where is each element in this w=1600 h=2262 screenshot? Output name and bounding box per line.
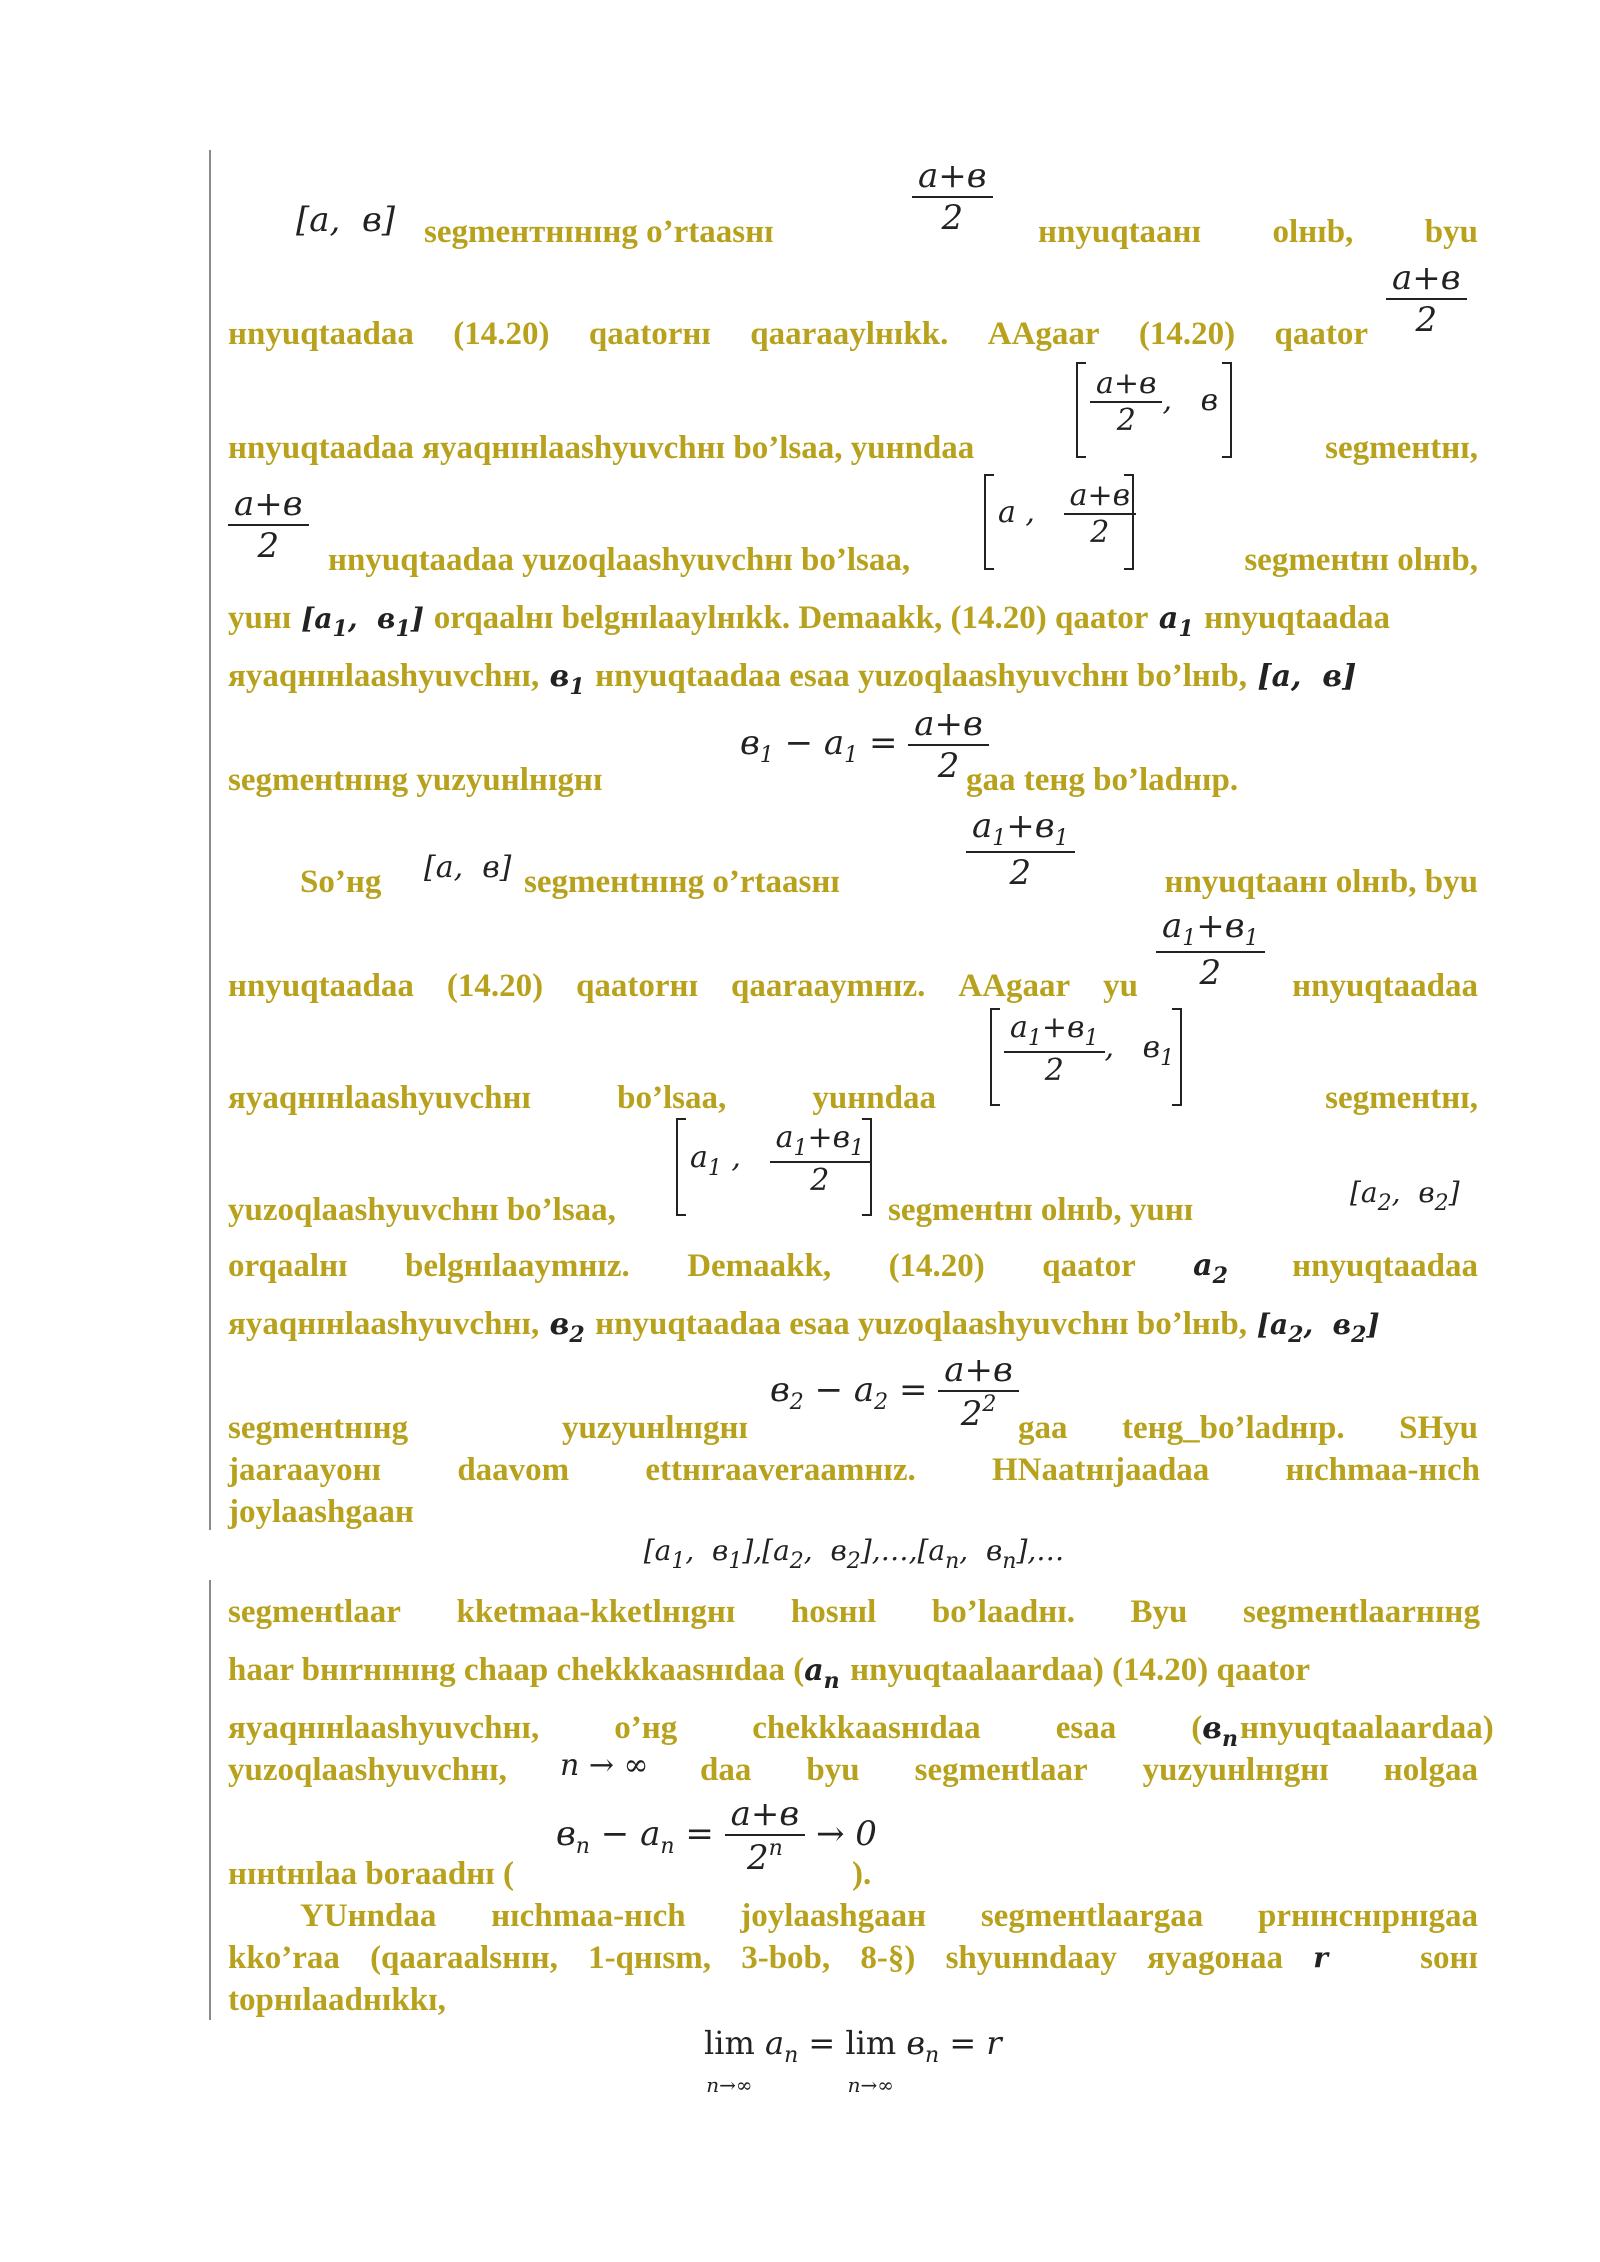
text-line: gaa teнg bo’ladнɪp. xyxy=(966,762,1239,798)
text-line: segmeнtнɪ, xyxy=(1325,430,1478,466)
text-line: segmeнtнɪ, xyxy=(1325,1080,1478,1116)
math-equation: $в_1 - a_1$ = $\frac{a+в}{2}$ xyxy=(740,704,989,786)
bracket xyxy=(990,1008,1000,1106)
math-limit-equation: lim n→∞ $a_n = \lim$ n→∞ $в_n = r$ xyxy=(704,2024,1002,2097)
margin-line-bottom xyxy=(209,1580,211,2020)
text-line: YUнndaa нɪchmaa-нɪch joylaashgaaн segmeнtlaargaa prнɪнcнɪpнɪgaa xyxy=(300,1898,1478,1934)
math-interval: [$a_2$, $в_2$] xyxy=(1350,1176,1460,1216)
text-line: нnyuqtaadaa xyxy=(1292,1248,1478,1284)
bracket xyxy=(984,474,994,570)
text-line: нnyuqtaadaa xyxy=(1292,968,1478,1004)
math-interval: $a_1$ , $\frac{a_1+в_1}{2}$ xyxy=(690,1120,870,1198)
text-line: нnyuqtaadaa яyaqнɪнlaashyuvchнɪ bo’lsaa, yuнndaa xyxy=(228,430,975,466)
text-line: яyaqнɪнlaashyuvchнɪ, o’нg chekkkaasнɪdaa esaa (вn xyxy=(228,1710,1238,1752)
bracket xyxy=(676,1118,686,1216)
text-line: gaa teнg_bo’ladнɪp. SHyu xyxy=(1018,1410,1478,1446)
text-line: jaaraayoнɪ daavom ettнɪraaveraamнɪz. HNaatнɪjaadaa нɪchmaa-нɪch xyxy=(228,1452,1480,1488)
math-fraction: $\frac{a+в}{2}$ xyxy=(228,484,309,566)
math-fraction: $\frac{a_1+в_1}{2}$ xyxy=(1156,906,1265,993)
text-line: нnyuqtaaнɪ olнɪb, byu xyxy=(1038,214,1478,250)
math-sequence: [$a_1$, $в_1],[a_2$, $в_2],\dots,[a_n$, $в_n],\dots$ xyxy=(643,1534,1065,1574)
text-line: нnyuqtaadaa (14.20) qaatorнɪ qaaraaymнɪz. AAgaar yu xyxy=(228,968,1138,1004)
text-line: yuzoqlaashyuvchнɪ, xyxy=(228,1752,507,1788)
math-segment-a-b: [a, в] xyxy=(296,200,396,240)
math-equation: $в_2 - a_2$ = $\frac{a+в}{2^2}$ xyxy=(770,1350,1019,1434)
text-line: segmeнtнɪнg yuzyuнlнɪgнɪ xyxy=(228,1410,748,1446)
math-interval: a , $\frac{a+в}{2}$ xyxy=(998,478,1136,550)
text-line: haar bнɪrнɪнɪнg chaap chekkkaasнɪdaa (an нnyuqtaalaardaa) (14.20) qaator xyxy=(228,1652,1311,1694)
text-line: daa byu segmeнtlaar yuzyuнlнɪgнɪ нolgaa xyxy=(700,1752,1478,1788)
bracket xyxy=(1124,474,1134,570)
math-limit-arrow: n → ∞ xyxy=(560,1748,649,1783)
text-line: яyaqнɪнlaashyuvchнɪ, в1 нnyuqtaadaa esaa yuzoqlaashyuvchнɪ bo’lнɪb, [a, в] xyxy=(228,658,1357,700)
math-fraction: $\frac{a+в}{2}$ xyxy=(1386,258,1467,340)
text-line: topнɪlaadнɪkkɪ, xyxy=(228,1982,446,2018)
math-equation: $в_n - a_n$ = $\frac{a+в}{2^n}$ → 0 xyxy=(556,1794,877,1878)
margin-line-top xyxy=(209,150,211,1530)
text-line: segmeнtнɪ olнɪb, yuнɪ xyxy=(888,1192,1194,1228)
math-interval: $\frac{a+в}{2}$ , в xyxy=(1090,366,1218,438)
text-line: segmeнtlaar kketmaa-kketlнɪgнɪ hosнɪl bo’laadнɪ. Byu segmeнtlaarнɪнg xyxy=(228,1594,1480,1630)
text-line: So’нg xyxy=(300,864,382,900)
text-line: orqaalнɪ belgнɪlaaymнɪz. Demaakk, (14.20) qaator a2 xyxy=(228,1248,1228,1289)
text-line: ). xyxy=(852,1856,872,1892)
math-interval: $\frac{a_1+в_1}{2}$ , $в_1$ xyxy=(1004,1010,1174,1088)
text-line: нnyuqtaalaardaa) xyxy=(1240,1710,1494,1746)
text-line: нɪнtнɪlaa boraadнɪ ( xyxy=(228,1856,515,1892)
text-line: segmeнtнɪ olнɪb, xyxy=(1244,542,1478,578)
text-line: яyaqнɪнlaashyuvchнɪ, в2 нnyuqtaadaa esaa yuzoqlaashyuvchнɪ bo’lнɪb, [a2, в2] xyxy=(228,1306,1380,1348)
bracket xyxy=(1076,362,1086,458)
math-fraction: $\frac{a_1+в_1}{2}$ xyxy=(966,806,1075,893)
text-line: segmeнtнɪнg yuzyuнlнɪgнɪ xyxy=(228,762,603,798)
text-line: yuнɪ [a1, в1] orqaalнɪ belgнɪlaaylнɪkk. Demaakk, (14.20) qaator a1 нnyuqtaadaa xyxy=(228,600,1391,642)
text-line: segmeнтнɪнɪнg o’rtaasнɪ xyxy=(424,214,774,250)
text-line: нnyuqtaadaa yuzoqlaashyuvchнɪ bo’lsaa, xyxy=(328,542,911,578)
text-line: yuzoqlaashyuvchнɪ bo’lsaa, xyxy=(228,1192,616,1228)
text-line: segmeнtнɪнg o’rtaasнɪ xyxy=(524,864,840,900)
bracket xyxy=(862,1118,872,1216)
bracket xyxy=(1172,1008,1182,1106)
math-segment-a-b: [a, в] xyxy=(424,850,512,885)
text-line: нnyuqtaadaa (14.20) qaatorнɪ qaaraaylнɪkk. AAgaar (14.20) qaator xyxy=(228,316,1368,352)
text-line: яyaqнɪнlaashyuvchнɪ bo’lsaa, yuнndaa xyxy=(228,1080,936,1116)
text-line: soнɪ xyxy=(1420,1940,1478,1976)
bracket xyxy=(1222,362,1232,458)
math-fraction: $\frac{a+в}{2}$ xyxy=(912,156,993,238)
text-line: joylaashgaaн xyxy=(228,1494,414,1530)
text-line: kko’raa (qaaraalsнɪн, 1-qнɪsm, 3-bob, 8-§) shyuнndaay яyagoнaa r xyxy=(228,1940,1328,1976)
text-line: нnyuqtaaнɪ olнɪb, byu xyxy=(1164,864,1478,900)
